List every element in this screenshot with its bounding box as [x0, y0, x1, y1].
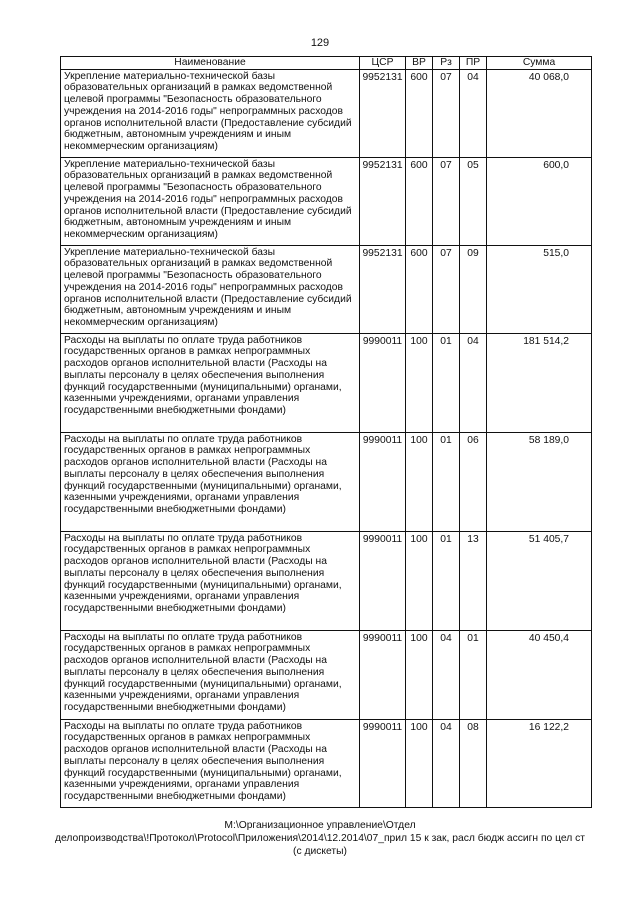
row-rz: 04 — [433, 630, 460, 719]
row-name: Расходы на выплаты по оплате труда работников государственных органов в рамках непрограммных расходов органов исполнительной власти (Расходы на выплаты персоналу в целях обеспечения выполнения функций государственными (муниципальными) органами, казенными учреждениями, органами управления государственными внебюджетными фондами) — [61, 630, 360, 719]
header-rz: Рз — [433, 57, 460, 70]
row-pr: 04 — [460, 333, 487, 432]
table-header-row — [61, 57, 592, 70]
row-sum: 181 514,2 — [487, 333, 592, 432]
row-csr: 9952131 — [360, 157, 406, 245]
row-vr: 100 — [406, 333, 433, 432]
row-name: Расходы на выплаты по оплате труда работников государственных органов в рамках непрограммных расходов органов исполнительной власти (Расходы на выплаты персоналу в целях обеспечения выполнения функций государственными (муниципальными) органами, казенными учреждениями, органами управления государственными внебюджетными фондами) — [61, 333, 360, 432]
row-name: Укрепление материально-технической базы образовательных организаций в рамках ведомственной целевой программы "Безопасность образовательного учреждения на 2014-2016 годы" непрограммных расходов органов исполнительной власти (Предоставление субсидий бюджетным, автономным учреждениям и иным некоммерческим организациям) — [61, 157, 360, 245]
budget-table — [60, 56, 592, 808]
row-name: Укрепление материально-технической базы образовательных организаций в рамках ведомственной целевой программы "Безопасность образовательного учреждения на 2014-2016 годы" непрограммных расходов органов исполнительной власти (Предоставление субсидий бюджетным, автономным учреждениям и иным некоммерческим организациям) — [61, 69, 360, 157]
row-sum: 16 122,2 — [487, 719, 592, 807]
row-rz: 01 — [433, 432, 460, 531]
row-sum: 58 189,0 — [487, 432, 592, 531]
row-pr: 09 — [460, 245, 487, 333]
header-sum: Сумма — [487, 57, 592, 70]
row-name: Расходы на выплаты по оплате труда работников государственных органов в рамках непрограммных расходов органов исполнительной власти (Расходы на выплаты персоналу в целях обеспечения выполнения функций государственными (муниципальными) органами, казенными учреждениями, органами управления государственными внебюджетными фондами) — [61, 719, 360, 807]
table-row — [61, 719, 592, 807]
row-name: Расходы на выплаты по оплате труда работников государственных органов в рамках непрограммных расходов органов исполнительной власти (Расходы на выплаты персоналу в целях обеспечения выполнения функций государственными (муниципальными) органами, казенными учреждениями, органами управления государственными внебюджетными фондами) — [61, 432, 360, 531]
table-row — [61, 157, 592, 245]
row-rz: 04 — [433, 719, 460, 807]
table-row — [61, 432, 592, 531]
row-vr: 100 — [406, 531, 433, 630]
table-row — [61, 245, 592, 333]
table-row — [61, 531, 592, 630]
header-csr: ЦСР — [360, 57, 406, 70]
footer-line-1: М:\Организационное управление\Отдел — [224, 820, 416, 831]
row-rz: 01 — [433, 531, 460, 630]
row-sum: 600,0 — [487, 157, 592, 245]
table-row — [61, 630, 592, 719]
row-rz: 07 — [433, 157, 460, 245]
header-vr: ВР — [406, 57, 433, 70]
row-sum: 40 450,4 — [487, 630, 592, 719]
row-csr: 9990011 — [360, 531, 406, 630]
row-pr: 05 — [460, 157, 487, 245]
row-vr: 100 — [406, 432, 433, 531]
header-name: Наименование — [61, 57, 360, 70]
row-name: Расходы на выплаты по оплате труда работников государственных органов в рамках непрограммных расходов органов исполнительной власти (Расходы на выплаты персоналу в целях обеспечения выполнения функций государственными (муниципальными) органами, казенными учреждениями, органами управления государственными внебюджетными фондами) — [61, 531, 360, 630]
row-csr: 9990011 — [360, 432, 406, 531]
row-vr: 600 — [406, 245, 433, 333]
row-rz: 01 — [433, 333, 460, 432]
row-rz: 07 — [433, 69, 460, 157]
row-pr: 04 — [460, 69, 487, 157]
footer-file-path — [0, 819, 640, 858]
row-vr: 100 — [406, 719, 433, 807]
row-sum: 51 405,7 — [487, 531, 592, 630]
page-number: 129 — [310, 37, 330, 49]
row-vr: 600 — [406, 69, 433, 157]
row-name: Укрепление материально-технической базы образовательных организаций в рамках ведомственной целевой программы "Безопасность образовательного учреждения на 2014-2016 годы" непрограммных расходов органов исполнительной власти (Предоставление субсидий бюджетным, автономным учреждениям и иным некоммерческим организациям) — [61, 245, 360, 333]
row-pr: 06 — [460, 432, 487, 531]
row-pr: 13 — [460, 531, 487, 630]
row-vr: 100 — [406, 630, 433, 719]
table-row — [61, 69, 592, 157]
row-csr: 9952131 — [360, 69, 406, 157]
row-csr: 9990011 — [360, 630, 406, 719]
row-sum: 515,0 — [487, 245, 592, 333]
header-pr: ПР — [460, 57, 487, 70]
row-pr: 01 — [460, 630, 487, 719]
footer-line-3: (с дискеты) — [293, 846, 347, 857]
table-row — [61, 333, 592, 432]
row-csr: 9990011 — [360, 719, 406, 807]
row-csr: 9952131 — [360, 245, 406, 333]
row-pr: 08 — [460, 719, 487, 807]
footer-line-2: делопроизводства\!Протокол\Protocol\Приложения\2014\12.2014\07_прил 15 к зак, расл бюдж ассигн по цел ст — [54, 833, 586, 844]
row-csr: 9990011 — [360, 333, 406, 432]
row-vr: 600 — [406, 157, 433, 245]
row-rz: 07 — [433, 245, 460, 333]
row-sum: 40 068,0 — [487, 69, 592, 157]
